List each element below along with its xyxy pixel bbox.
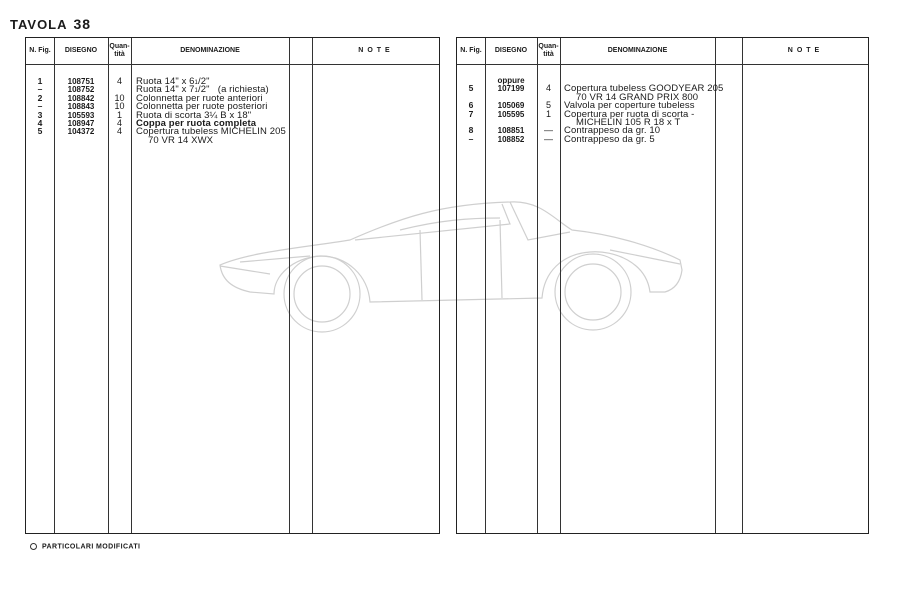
part-code: 108842 — [67, 93, 95, 103]
header-denominazione: DENOMINAZIONE — [607, 47, 668, 54]
fig-number: 1 — [37, 76, 43, 86]
quantity: 10 — [114, 101, 125, 112]
fraction-denominator: /2 — [197, 76, 207, 87]
table-row — [26, 136, 439, 145]
fraction-denominator: /2 — [197, 84, 207, 96]
fig-number: 8 — [468, 125, 474, 136]
circle-marker-icon — [30, 543, 37, 550]
description-text: Colonnetta per ruote posteriori — [136, 101, 268, 113]
part-code: 105593 — [67, 110, 95, 120]
description-text: Copertura tubeless MICHELIN 205 — [136, 126, 286, 138]
quantity: 4 — [116, 118, 122, 128]
quantity: 5 — [545, 100, 551, 111]
quantity: 4 — [545, 83, 551, 94]
header-fig: N. Fig. — [460, 47, 482, 54]
table-row — [457, 135, 868, 144]
fraction-superscript: 1 — [194, 88, 198, 95]
description-suffix: " (a richiesta) — [206, 84, 269, 96]
header-note: NOTE — [787, 47, 824, 54]
header-note: NOTE — [358, 47, 394, 54]
description-text: MICHELIN 105 R 18 x T — [576, 117, 681, 128]
quantity: 10 — [114, 92, 125, 103]
right-parts-table — [456, 37, 869, 534]
title-word: TAVOLA — [10, 17, 68, 32]
footer-note: PARTICOLARI MODIFICATI — [30, 543, 140, 550]
description-suffix: " — [206, 76, 210, 87]
page-title — [10, 16, 91, 32]
part-code: 104372 — [67, 127, 95, 137]
header-quantita: Quan- tità — [109, 43, 130, 58]
description-text: Ruota 14" x 6 — [136, 76, 195, 87]
description-text: Colonnetta per ruote anteriori — [136, 92, 263, 104]
header-denominazione: DENOMINAZIONE — [180, 47, 240, 54]
left-parts-table — [25, 37, 440, 534]
quantity: 4 — [116, 126, 122, 137]
part-code: 108851 — [497, 126, 525, 136]
part-code: 108947 — [67, 119, 95, 128]
fig-number: 7 — [468, 108, 474, 119]
part-code: 108852 — [497, 134, 525, 144]
header-fig: N. Fig. — [29, 47, 51, 54]
fig-number: 5 — [468, 83, 474, 94]
description-text: 70 VR 14 XWX — [148, 134, 214, 146]
description-text: Contrappeso da gr. 10 — [564, 125, 661, 137]
header-disegno: DISEGNO — [64, 47, 98, 54]
fig-number: 6 — [468, 100, 474, 111]
fig-number: 3 — [37, 109, 43, 120]
description-text: 70 VR 14 GRAND PRIX 800 — [576, 91, 699, 103]
part-description — [564, 135, 655, 144]
fig-number: – — [37, 84, 43, 95]
title-number: 38 — [73, 16, 92, 32]
fig-number: 2 — [37, 92, 43, 103]
description-text: Valvola per coperture tubeless — [564, 100, 695, 112]
quantity: 1 — [116, 109, 122, 120]
description-text: Contrappeso da gr. 5 — [564, 133, 655, 145]
part-code: oppure — [497, 76, 525, 85]
fig-number: – — [468, 133, 474, 144]
fig-number: 4 — [37, 118, 43, 128]
header-quantita: Quan- tità — [538, 43, 559, 58]
part-description — [148, 136, 213, 145]
header-disegno: DISEGNO — [494, 47, 528, 54]
part-code: 105069 — [497, 101, 525, 111]
description-text: Ruota 14" x 7 — [136, 84, 195, 96]
fraction-superscript: 1 — [194, 80, 198, 86]
quantity: — — [544, 125, 553, 136]
quantity: 4 — [116, 76, 122, 86]
part-code: 108752 — [67, 85, 95, 95]
quantity: — — [544, 133, 553, 144]
description-text: Copertura per ruota di scorta - — [564, 108, 695, 120]
part-code: 108751 — [67, 77, 95, 86]
description-text: Ruota di scorta 3¼ B x 18" — [136, 109, 252, 121]
quantity: 1 — [545, 108, 551, 119]
fig-number: – — [37, 101, 43, 112]
description-text: Copertura tubeless GOODYEAR 205 — [564, 83, 724, 95]
part-code: 108843 — [67, 102, 95, 112]
description-text: Coppa per ruota completa — [136, 118, 257, 129]
part-code: 107199 — [497, 84, 525, 94]
fig-number: 5 — [37, 126, 43, 137]
part-code: 105595 — [497, 109, 525, 119]
